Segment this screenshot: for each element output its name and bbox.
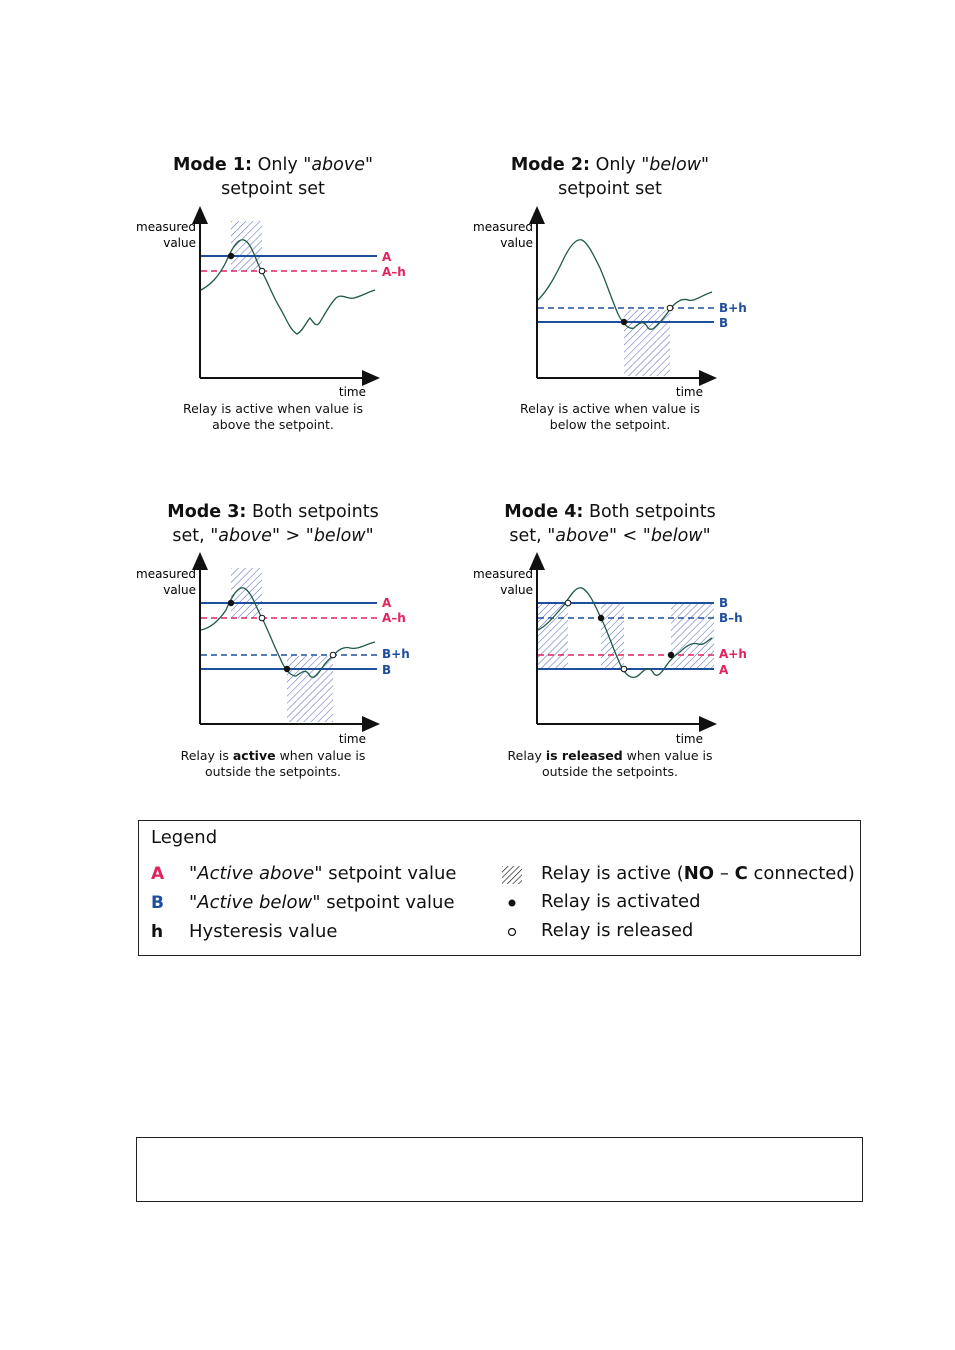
mode2-title-end: " [701,155,710,175]
mode2-line-label-b: B [719,316,729,330]
mode4-title-italic1: above [555,526,609,546]
mode4-y-label-1: measured [473,567,533,581]
legend-item-b [189,892,455,914]
mode2-line-label-b-h: B+h [719,301,747,315]
mode4-line-label-a-h: A+h [719,647,747,661]
mode4-line-label-b: B [719,596,729,610]
mode4-caption [460,748,760,780]
mode4-diagram [473,560,747,746]
mode1-curve [201,240,375,334]
mode2-hatch-area [624,310,670,376]
mode3-y-label-2: value [163,583,196,597]
mode4-released-dot-2 [621,666,627,672]
legend-box [138,820,861,956]
mode1-activated-dot [228,253,234,259]
legend-item-relay-activated: Relay is activated [541,891,701,912]
mode4-activated-dot-1 [598,615,604,621]
mode4-title-italic2: below [650,526,703,546]
mode3-line-label-b: B [382,663,392,677]
mode1-title-italic: above [311,155,365,175]
mode1-line-label-a-h: A–h [382,265,406,279]
mode4-caption-line1-pre: Relay [507,748,546,763]
mode4-hatch-area-2 [601,603,624,669]
mode4-hatch-area-1 [538,603,568,669]
mode3-x-label: time [338,732,366,746]
mode2-title-bold: Mode 2: [510,155,590,175]
mode3-title-bold: Mode 3: [167,502,247,522]
mode3-activated-dot-2 [284,666,290,672]
mode2-y-label-1: measured [473,220,533,234]
mode1-y-label-1: measured [136,220,196,234]
mode3-title-italic1: above [218,526,272,546]
mode4-title-mid: " < " [608,526,651,546]
mode4-activated-dot-2 [668,652,674,658]
legend-item-b-post: " setpoint value [312,892,455,913]
legend-relay-active-post: connected) [747,863,855,884]
legend-item-a-post: " setpoint value [314,863,457,884]
mode3-caption-line1-post: when value is [275,748,366,763]
filled-dot-icon [506,897,518,909]
mode2-activated-dot [621,319,627,325]
mode3-diagram [136,560,410,746]
mode3-caption-line1-pre: Relay is [180,748,233,763]
legend-item-h-text: Hysteresis value [189,921,338,942]
mode1-x-label: time [338,385,366,399]
mode4-caption-line1-bold: is released [545,748,623,763]
legend-relay-active-no: NO [683,863,715,884]
mode2-title-italic: below [649,155,702,175]
mode2-title-rest: Only " [590,155,650,175]
mode3-title-line2-pre: set, " [172,526,219,546]
legend-item-a-italic: Active above [197,863,315,884]
mode4-y-label-2: value [500,583,533,597]
open-dot-icon [506,926,518,938]
legend-item-a-pre: " [189,863,198,884]
mode4-line-label-a: A [719,663,729,677]
mode3-line-label-b-h: B+h [382,647,410,661]
mode1-line-label-a: A [382,250,392,264]
mode1-title-rest: Only " [252,155,312,175]
mode3-released-dot-1 [259,615,265,621]
mode4-x-label: time [675,732,703,746]
mode4-line-label-b-h: B–h [719,611,743,625]
legend-relay-active-mid: – [714,863,735,884]
legend-item-relay-released: Relay is released [541,920,694,941]
mode3-title-mid: " > " [271,526,314,546]
legend-relay-active-pre: Relay is active ( [541,863,684,884]
hatch-icon [502,866,522,884]
legend-item-relay-active [541,863,855,885]
mode2-caption [460,401,760,433]
legend-item-a [189,863,457,885]
mode3-y-label-1: measured [136,567,196,581]
mode4-released-dot-1 [565,600,571,606]
mode3-caption [123,748,423,780]
mode3-line-label-a: A [382,596,392,610]
mode2-y-label-2: value [500,236,533,250]
mode2-caption-line2: below the setpoint. [549,417,671,432]
legend-relay-active-c: C [734,863,748,884]
mode2-diagram [473,214,747,399]
legend-item-b-pre: " [189,892,198,913]
legend-title: Legend [151,827,218,848]
mode3-line-label-a-h: A–h [382,611,406,625]
mode1-caption-line1: Relay is active when value is [182,401,364,416]
empty-note-box [136,1137,863,1202]
mode1-caption-line2: above the setpoint. [212,417,334,432]
legend-key-a: A [151,864,165,884]
mode4-title-end: " [702,526,711,546]
mode4-title-line2-pre: set, " [509,526,556,546]
mode2-x-label: time [675,385,703,399]
legend-key-h: h [151,922,164,942]
legend-item-h [189,921,337,943]
legend-item-b-italic: Active below [197,892,313,913]
mode3-title-italic2: below [313,526,366,546]
mode1-diagram [136,214,406,399]
mode2-title-line2: setpoint set [558,179,662,199]
mode1-title-end: " [364,155,374,175]
mode3-activated-dot-1 [228,600,234,606]
mode4-title-bold: Mode 4: [504,502,584,522]
mode3-title-end: " [365,526,374,546]
mode4-caption-line1-post: when value is [622,748,713,763]
mode3-hatch-area-lower [287,656,333,722]
legend-key-b: B [151,893,164,913]
mode2-caption-line1: Relay is active when value is [519,401,701,416]
mode1-title-bold: Mode 1: [172,155,253,175]
mode1-released-dot [259,268,265,274]
mode3-title-rest: Both setpoints [246,502,379,522]
mode1-y-label-2: value [163,236,196,250]
mode4-caption-line2: outside the setpoints. [541,764,678,779]
mode3-caption-line1-bold: active [232,748,276,763]
mode1-title-line2: setpoint set [221,179,325,199]
mode3-released-dot-2 [330,652,336,658]
mode2-released-dot [667,305,673,311]
mode4-hatch-area-3 [671,603,714,669]
mode3-caption-line2: outside the setpoints. [204,764,341,779]
mode1-caption [123,401,423,433]
mode4-title-rest: Both setpoints [583,502,716,522]
